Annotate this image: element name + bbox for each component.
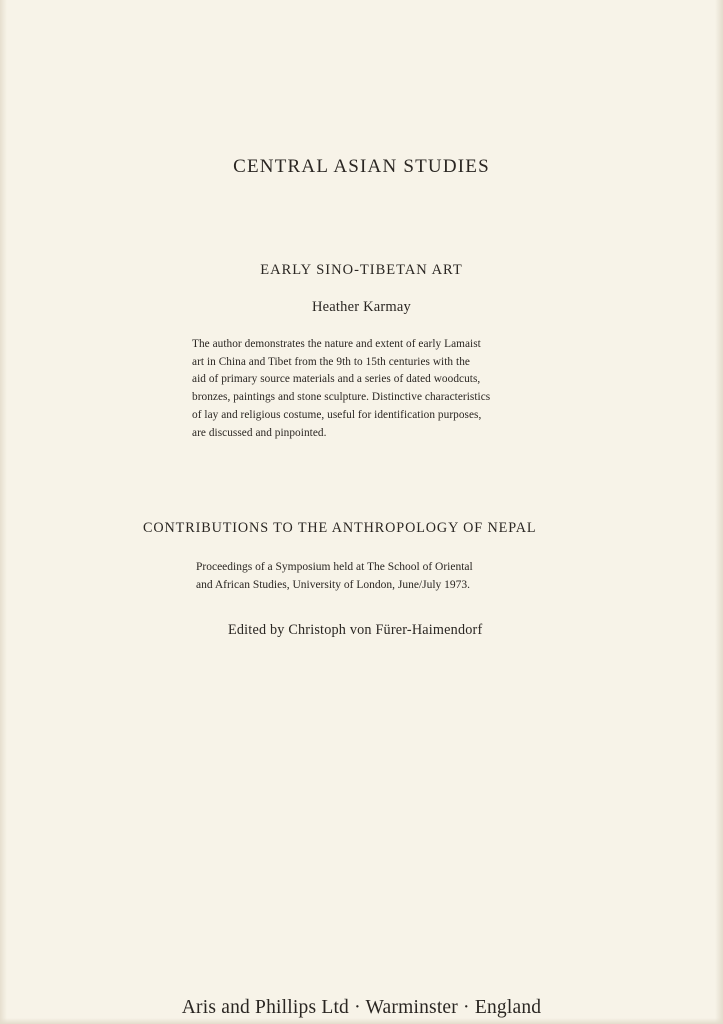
book1-description-line: The author demonstrates the nature and extent of early Lamaist	[192, 338, 481, 350]
paper-edge-right	[715, 0, 723, 1024]
book2-title: CONTRIBUTIONS TO THE ANTHROPOLOGY OF NEPAL	[143, 520, 537, 536]
book1-description-line: aid of primary source materials and a series of dated woodcuts,	[192, 373, 481, 386]
book1-author: Heather Karmay	[311, 299, 411, 315]
book1-description-line: of lay and religious costume, useful for identification purposes,	[192, 408, 482, 421]
paper-edge-left	[0, 0, 7, 1024]
book1-title: EARLY SINO-TIBETAN ART	[260, 262, 463, 278]
book1-description-line: are discussed and pinpointed.	[192, 426, 327, 439]
publisher-imprint: Aris and Phillips Ltd · Warminster · England	[181, 997, 542, 1018]
book1-description	[192, 336, 552, 442]
book1-description-line: bronzes, paintings and stone sculpture. Distinctive characteristics	[192, 391, 491, 404]
book2-description-line: and African Studies, University of London, June/July 1973.	[196, 579, 471, 591]
series-title: CENTRAL ASIAN STUDIES	[233, 156, 490, 177]
book2-editor: Edited by Christoph von Fürer-Haimendorf	[228, 622, 483, 638]
book2-description-line: Proceedings of a Symposium held at The School of Oriental	[196, 561, 473, 573]
book1-description-line: art in China and Tibet from the 9th to 15th centuries with the	[192, 355, 470, 368]
book2-description	[196, 558, 556, 594]
